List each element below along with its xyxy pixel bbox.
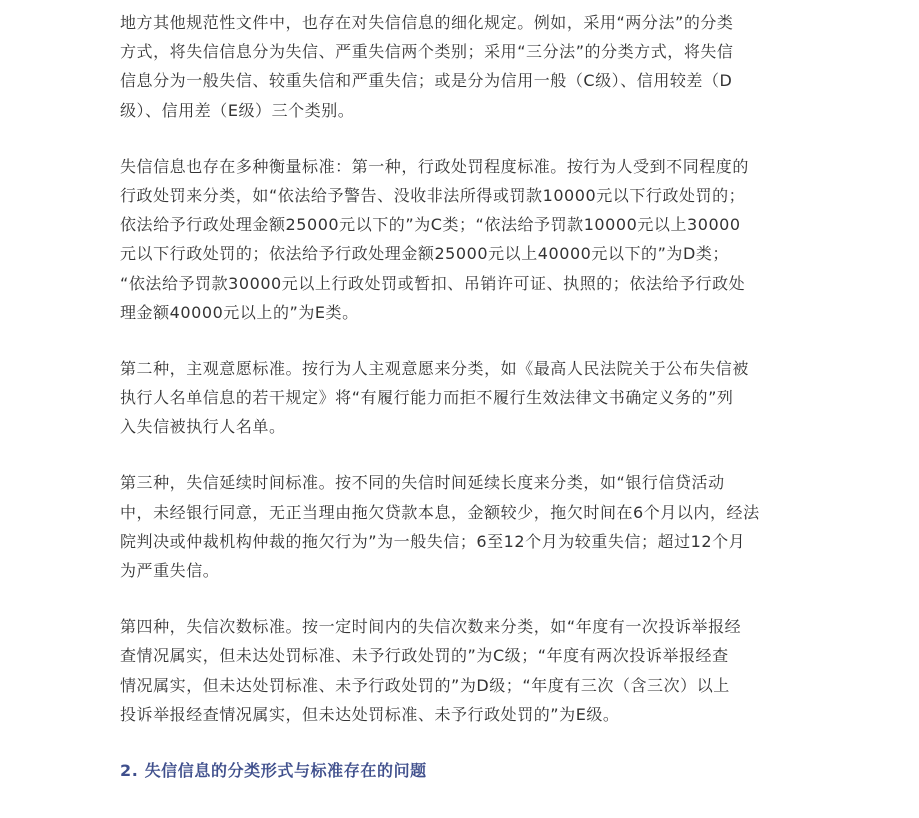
paragraph-line: 查情况属实，但未达处罚标准、未予行政处罚的”为C级；“年度有两次投诉举报经查 <box>120 646 729 666</box>
paragraph-line: 第二种，主观意愿标准。按行为人主观意愿来分类，如《最高人民法院关于公布失信被 <box>120 358 749 378</box>
paragraph-line: 情况属实，但未达处罚标准、未予行政处罚的”为D级；“年度有三次（含三次）以上 <box>120 675 730 695</box>
paragraph-line: 失信信息也存在多种衡量标准：第一种，行政处罚程度标准。按行为人受到不同程度的 <box>120 156 749 176</box>
paragraph-line: 理金额40000元以上的”为E类。 <box>120 302 359 322</box>
paragraph-line: 院判决或仲裁机构仲裁的拖欠行为”为一般失信；6至12个月为较重失信；超过12个月 <box>120 531 746 551</box>
paragraph-line: 行政处罚来分类，如“依法给予警告、没收非法所得或罚款10000元以下行政处罚的； <box>120 185 746 205</box>
paragraph-line: 第三种，失信延续时间标准。按不同的失信时间延续长度来分类，如“银行信贷活动 <box>120 473 725 493</box>
paragraph-frequency-standard <box>120 612 810 729</box>
paragraph-line: 入失信被执行人名单。 <box>120 417 286 437</box>
paragraph-duration-standard <box>120 468 810 585</box>
paragraph-line: 执行人名单信息的若干规定》将“有履行能力而拒不履行生效法律文书确定义务的”列 <box>120 388 734 408</box>
paragraph-line: 依法给予行政处理金额25000元以下的”为C类；“依法给予罚款10000元以上30000 <box>120 215 741 235</box>
paragraph-line: 元以下行政处罚的；依法给予行政处理金额25000元以上40000元以下的”为D类； <box>120 244 729 264</box>
paragraph-subjective-intent-standard <box>120 354 810 442</box>
paragraph-line: 信息分为一般失信、较重失信和严重失信；或是分为信用一般（C级）、信用较差（D <box>120 71 733 91</box>
paragraph-line: 地方其他规范性文件中，也存在对失信信息的细化规定。例如，采用“两分法”的分类 <box>120 13 734 32</box>
article-body <box>120 8 810 786</box>
paragraph-line: “依法给予罚款30000元以上行政处罚或暂扣、吊销许可证、执照的；依法给予行政处 <box>120 273 746 293</box>
paragraph-line: 中，未经银行同意，无正当理由拖欠贷款本息，金额较少，拖欠时间在6个月以内，经法 <box>120 502 760 522</box>
paragraph-line: 投诉举报经查情况属实，但未达处罚标准、未予行政处罚的”为E级。 <box>120 704 620 724</box>
paragraph-line: 方式，将失信信息分为失信、严重失信两个类别；采用“三分法”的分类方式，将失信 <box>120 42 734 62</box>
paragraph-line: 级）、信用差（E级）三个类别。 <box>120 100 355 120</box>
section-heading: 2. 失信信息的分类形式与标准存在的问题 <box>120 760 427 780</box>
paragraph-line: 为严重失信。 <box>120 561 220 580</box>
paragraph-line: 第四种，失信次数标准。按一定时间内的失信次数来分类，如“年度有一次投诉举报经 <box>120 617 742 637</box>
paragraph-local-normative-documents <box>120 8 810 125</box>
paragraph-administrative-penalty-standard <box>120 152 810 327</box>
